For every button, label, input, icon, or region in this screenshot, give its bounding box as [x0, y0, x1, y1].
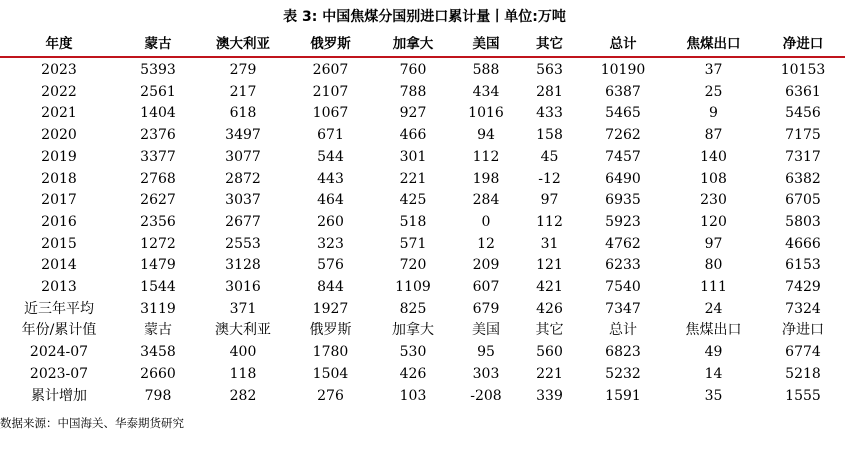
table-cell: 788 [399, 83, 427, 100]
table-cell: 844 [317, 279, 344, 296]
table-cell: 美国 [472, 322, 500, 339]
table-cell: 7175 [785, 127, 821, 144]
table-row [0, 147, 845, 169]
table-cell: 1780 [312, 344, 349, 361]
table-cell: 434 [472, 83, 500, 100]
table-cell: 总计 [609, 322, 637, 339]
table-row [0, 255, 845, 277]
table-row [0, 212, 845, 234]
table-cell: 加拿大 [392, 322, 434, 339]
table-cell: -208 [470, 387, 502, 404]
row-label-cell: 2014 [41, 257, 77, 274]
row-label-cell: 2021 [41, 105, 77, 122]
table-cell: 5803 [785, 213, 821, 230]
table-cell: -12 [538, 170, 561, 187]
table-cell: 120 [700, 213, 727, 230]
table-row [0, 103, 845, 125]
table-cell: 4666 [785, 235, 821, 252]
table-cell: 6387 [605, 83, 641, 100]
column-header: 净进口 [761, 32, 845, 57]
table-cell: 1067 [312, 105, 349, 122]
table-cell: 2768 [140, 170, 176, 187]
row-label-cell: 2018 [41, 170, 77, 187]
table-row [0, 234, 845, 256]
table-cell: 464 [317, 192, 344, 209]
table-cell: 339 [536, 387, 563, 404]
table-cell: 1544 [140, 279, 176, 296]
column-header: 总计 [580, 32, 666, 57]
table-cell: 3119 [140, 300, 176, 317]
table-cell: 303 [472, 365, 500, 382]
table-cell: 560 [536, 344, 563, 361]
row-label-cell: 2023-07 [29, 365, 89, 382]
table-cell: 7324 [785, 300, 821, 317]
table-cell: 6490 [605, 170, 641, 187]
table-cell: 9 [709, 105, 718, 122]
table-cell: 301 [399, 148, 427, 165]
column-header: 加拿大 [373, 32, 453, 57]
table-cell: 544 [317, 148, 344, 165]
table-cell: 5465 [605, 105, 641, 122]
table-cell: 588 [472, 62, 500, 78]
table-cell: 2561 [140, 83, 176, 100]
table-cell: 618 [229, 105, 257, 122]
source-note: 数据来源：中国海关、华泰期货研究 [0, 416, 184, 430]
table-cell: 3016 [225, 279, 261, 296]
table-cell: 蒙古 [144, 322, 172, 339]
table-cell: 671 [317, 127, 344, 144]
table-cell: 426 [399, 365, 427, 382]
table-row [0, 299, 845, 321]
table-cell: 121 [536, 257, 563, 274]
table-cell: 323 [317, 235, 344, 252]
column-header: 俄罗斯 [288, 32, 373, 57]
column-header: 年度 [0, 32, 118, 57]
table-cell: 3077 [225, 148, 261, 165]
table-cell: 6153 [785, 257, 821, 274]
table-cell: 421 [536, 279, 563, 296]
table-cell: 4762 [605, 235, 641, 252]
table-cell: 10153 [780, 62, 826, 78]
table-row [0, 82, 845, 104]
table-cell: 49 [704, 344, 723, 361]
table-cell: 103 [399, 387, 427, 404]
table-cell: 其它 [535, 322, 564, 339]
table-cell: 1479 [140, 257, 176, 274]
table-cell: 281 [536, 83, 563, 100]
row-label-cell: 累计增加 [31, 387, 87, 404]
table-cell: 6705 [785, 192, 821, 209]
row-label-cell: 近三年平均 [24, 300, 94, 317]
table-cell: 760 [399, 62, 427, 78]
table-cell: 10190 [600, 62, 646, 78]
table-cell: 927 [399, 105, 427, 122]
table-cell: 279 [229, 62, 257, 78]
table-cell: 1109 [395, 279, 431, 296]
column-header: 美国 [453, 32, 519, 57]
table-cell: 798 [144, 387, 172, 404]
table-cell: 576 [317, 257, 344, 274]
table-cell: 3128 [225, 257, 261, 274]
table-row [0, 320, 845, 342]
table-cell: 97 [704, 235, 723, 252]
table-row [0, 364, 845, 386]
table-cell: 2553 [225, 235, 261, 252]
table-cell: 284 [472, 192, 500, 209]
table-cell: 209 [472, 257, 500, 274]
table-cell: 5456 [785, 105, 821, 122]
table-cell: 7429 [785, 279, 821, 296]
table-cell: 12 [477, 235, 495, 252]
header-row [0, 32, 845, 57]
row-label-cell: 2019 [41, 148, 77, 165]
row-label-cell: 年份/累计值 [21, 322, 97, 339]
table-row [0, 125, 845, 147]
table-cell: 焦煤出口 [685, 322, 742, 339]
table-cell: 2677 [225, 213, 261, 230]
table-cell: 563 [536, 62, 563, 78]
row-label-cell: 2023 [41, 62, 77, 78]
table-cell: 14 [704, 365, 723, 382]
table-cell: 230 [700, 192, 727, 209]
table-cell: 6774 [785, 344, 821, 361]
table-cell: 7540 [605, 279, 641, 296]
table-cell: 720 [399, 257, 427, 274]
table-cell: 6382 [785, 170, 821, 187]
table-cell: 221 [399, 170, 427, 187]
row-label-cell: 2020 [41, 127, 77, 144]
table-cell: 282 [229, 387, 257, 404]
table-cell: 118 [229, 365, 257, 382]
table-cell: 679 [472, 300, 500, 317]
column-header: 焦煤出口 [666, 32, 761, 57]
row-label-cell: 2016 [41, 213, 77, 230]
row-label-cell: 2024-07 [29, 344, 89, 361]
table-cell: 25 [704, 83, 723, 100]
table-cell: 7317 [785, 148, 821, 165]
table-title: 表 3: 中国焦煤分国别进口累计量丨单位:万吨 [283, 9, 566, 25]
table-cell: 112 [472, 148, 500, 165]
table-cell: 0 [481, 213, 491, 230]
table-cell: 158 [536, 127, 563, 144]
table-cell: 198 [472, 170, 500, 187]
table-cell: 425 [399, 192, 427, 209]
table-cell: 5393 [140, 62, 176, 78]
table-cell: 111 [700, 279, 727, 296]
table-cell: 607 [472, 279, 500, 296]
table-cell: 433 [536, 105, 563, 122]
table-row [0, 57, 845, 82]
column-header: 其它 [519, 32, 580, 57]
table-cell: 1555 [785, 387, 821, 404]
table-cell: 443 [317, 170, 344, 187]
table-cell: 2107 [312, 83, 349, 100]
table-cell: 97 [540, 192, 559, 209]
table-cell: 2627 [140, 192, 176, 209]
table-cell: 1404 [140, 105, 176, 122]
table-cell: 108 [700, 170, 727, 187]
row-label-cell: 2022 [41, 83, 77, 100]
table-cell: 6361 [785, 83, 821, 100]
table-cell: 518 [399, 213, 427, 230]
table-cell: 221 [536, 365, 563, 382]
table-cell: 37 [704, 62, 723, 78]
table-cell: 466 [399, 127, 427, 144]
table-cell: 94 [477, 127, 495, 144]
table-cell: 45 [540, 148, 559, 165]
table-cell: 276 [317, 387, 344, 404]
row-label-cell: 2017 [41, 192, 77, 209]
table-cell: 31 [540, 235, 559, 252]
table-cell: 3037 [225, 192, 261, 209]
table-cell: 24 [704, 300, 723, 317]
table-cell: 澳大利亚 [215, 322, 271, 339]
table-cell: 1272 [140, 235, 176, 252]
table-cell: 6823 [605, 344, 641, 361]
table-cell: 260 [317, 213, 344, 230]
table-cell: 112 [536, 213, 563, 230]
table-cell: 825 [399, 300, 427, 317]
table-row [0, 190, 845, 212]
table-cell: 426 [536, 300, 563, 317]
table-cell: 95 [477, 344, 495, 361]
table-cell: 530 [399, 344, 427, 361]
table-cell: 2376 [140, 127, 176, 144]
table-cell: 2660 [140, 365, 176, 382]
table-cell: 140 [700, 148, 727, 165]
row-label-cell: 2015 [41, 235, 77, 252]
table-cell: 2607 [312, 62, 349, 78]
table-cell: 87 [704, 127, 723, 144]
table-row [0, 277, 845, 299]
table-cell: 7262 [605, 127, 641, 144]
table-cell: 2356 [140, 213, 176, 230]
row-label-cell: 2013 [41, 279, 77, 296]
table-row [0, 342, 845, 364]
table-cell: 5232 [605, 365, 641, 382]
table-cell: 6935 [605, 192, 641, 209]
table-cell: 俄罗斯 [309, 322, 352, 339]
table-cell: 3497 [225, 127, 261, 144]
table-cell: 1927 [312, 300, 349, 317]
table-cell: 35 [704, 387, 723, 404]
table-cell: 6233 [605, 257, 641, 274]
table-cell: 400 [229, 344, 257, 361]
column-header: 澳大利亚 [198, 32, 288, 57]
table-cell: 217 [229, 83, 257, 100]
table-cell: 1016 [468, 105, 504, 122]
table-cell: 7347 [605, 300, 641, 317]
table-cell: 2872 [225, 170, 261, 187]
table-cell: 3377 [140, 148, 176, 165]
table-cell: 净进口 [782, 322, 824, 339]
coking-coal-import-table [0, 32, 845, 407]
table-cell: 7457 [605, 148, 641, 165]
table-cell: 5218 [785, 365, 821, 382]
table-cell: 371 [229, 300, 257, 317]
table-cell: 5923 [605, 213, 641, 230]
table-row [0, 169, 845, 191]
table-cell: 571 [399, 235, 427, 252]
table-row [0, 386, 845, 408]
column-header: 蒙古 [118, 32, 198, 57]
table-cell: 80 [704, 257, 723, 274]
table-cell: 1504 [312, 365, 349, 382]
table-body [0, 57, 845, 407]
table-cell: 1591 [605, 387, 641, 404]
table-cell: 3458 [140, 344, 176, 361]
